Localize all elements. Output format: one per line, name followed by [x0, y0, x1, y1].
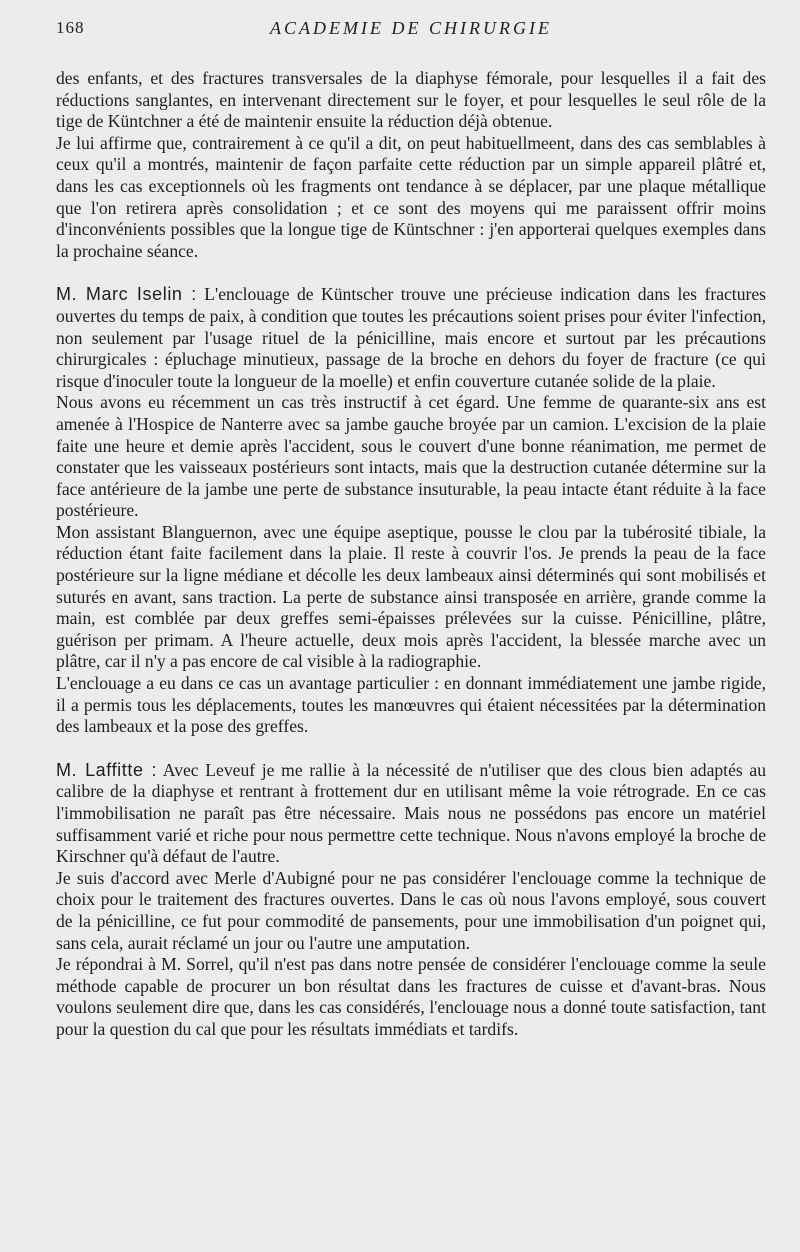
paragraph: Mon assistant Blanguernon, avec une équipe aseptique, pousse le clou par la tubérosité tibiale, la réduction étant faite facilement dans la plaie. Il reste à couvrir l'os. Je prends la peau de la face postérieure sur la ligne médiane et décolle les deux lambeaux ainsi déterminés qui sont mobilisés et suturés en avant, sans traction. La perte de substance ainsi transposée en arrière, grande comme la main, est comblée par deux greffes semi-épaisses prélevées sur la cuisse. Pénicilline, plâtre, guérison per primam. A l'heure actuelle, deux mois après l'accident, la blessée marche avec un plâtre, car il n'y a pas encore de cal visible à la radiographie. — [56, 521, 766, 672]
paragraph: Nous avons eu récemment un cas très instructif à cet égard. Une femme de quarante-six ans est amenée à l'Hospice de Nanterre avec sa jambe gauche broyée par un camion. L'excision de la plaie faite une heure et demie après l'accident, sous le couvert d'une bonne réanimation, me permet de constater que les vaisseaux postérieurs sont intacts, mais que la destruction cutanée détermine sur la face antérieure de la jambe une perte de substance insuturable, la peau intacte étant réduite à la face postérieure. — [56, 392, 766, 521]
paragraph: L'enclouage a eu dans ce cas un avantage particulier : en donnant immédiatement une jambe rigide, il a permis tous les déplacements, toutes les manœuvres qui étaient nécessitées par la détermination des lambeaux et la pose des greffes. — [56, 673, 766, 737]
paragraph: Je répondrai à M. Sorrel, qu'il n'est pas dans notre pensée de considérer l'enclouage comme la seule méthode capable de procurer un bon résultat dans les fractures de cuisse et d'avant-bras. Nous voulons seulement dire que, dans les cas considérés, l'enclouage nous a donné toute satisfaction, tant pour la question du cal que pour les résultats immédiats et tardifs. — [56, 954, 766, 1039]
paragraph: Je lui affirme que, contrairement à ce qu'il a dit, on peut habituellmeent, dans des cas semblables à ceux qu'il a montrés, maintenir de façon parfaite cette réduction par un simple appareil plâtré et, dans les cas exceptionnels où les fragments ont tendance à se déplacer, par une plaque métallique que l'on retirera après consolidation ; et ce sont des moyens qui me paraissent offrir moins d'inconvénients possibles que la longue tige de Küntschner : j'en apporterai quelques exemples dans la prochaine séance. — [56, 132, 766, 261]
paragraph: Je suis d'accord avec Merle d'Aubigné pour ne pas considérer l'enclouage comme la technique de choix pour le traitement des fractures ouvertes. Dans le cas où nous l'avons employé, sous couvert de la pénicilline, ce fut pour commodité de pansements, pour une immobilisation d'un poignet qui, sans cela, aurait réclamé un jour ou l'autre une amputation. — [56, 867, 766, 953]
section-laffitte — [56, 760, 766, 1041]
section-iselin — [56, 284, 766, 737]
page-number: 168 — [56, 18, 85, 37]
paragraph: des enfants, et des fractures transversales de la diaphyse fémorale, pour lesquelles il a fait des réductions sanglantes, en intervenant directement sur le foyer, et pour lesquelles le seul rôle de la tige de Küntchner a été de maintenir ensuite la réduction déjà obtenue. — [56, 68, 766, 132]
section-intro-text: L'enclouage de Küntscher trouve une précieuse indication dans les fractures ouvertes du temps de paix, à condition que toutes les précautions soient prises pour éviter l'infection, non seulement par l'usage rituel de la pénicilline, mais encore et surtout par les précautions chirurgicales : épluchage minutieux, passage de la broche en dehors du foyer de fracture (ce qui risque d'inoculer toute la longueur de la moelle) et enfin couverture cutanée solide de la plaie. — [56, 284, 767, 391]
running-header — [56, 18, 766, 48]
speaker-name: M. Marc Iselin : — [56, 284, 197, 305]
speaker-name: M. Laffitte : — [56, 759, 158, 780]
section-intro-text: Avec Leveuf je me rallie à la nécessité de n'utiliser que des clous bien adaptés au calibre de la diaphyse et rentrant à frottement dur en utilisant même la voie rétrograde. En ce cas l'immobilisation ne paraît pas être nécessaire. Mais nous ne possédons pas encore un matériel suffisamment varié et riche pour nous permettre cette technique. Nous n'avons employé la broche de Kirschner qu'à défaut de l'autre. — [56, 759, 767, 867]
journal-title: ACADEMIE DE CHIRURGIE — [270, 18, 552, 38]
